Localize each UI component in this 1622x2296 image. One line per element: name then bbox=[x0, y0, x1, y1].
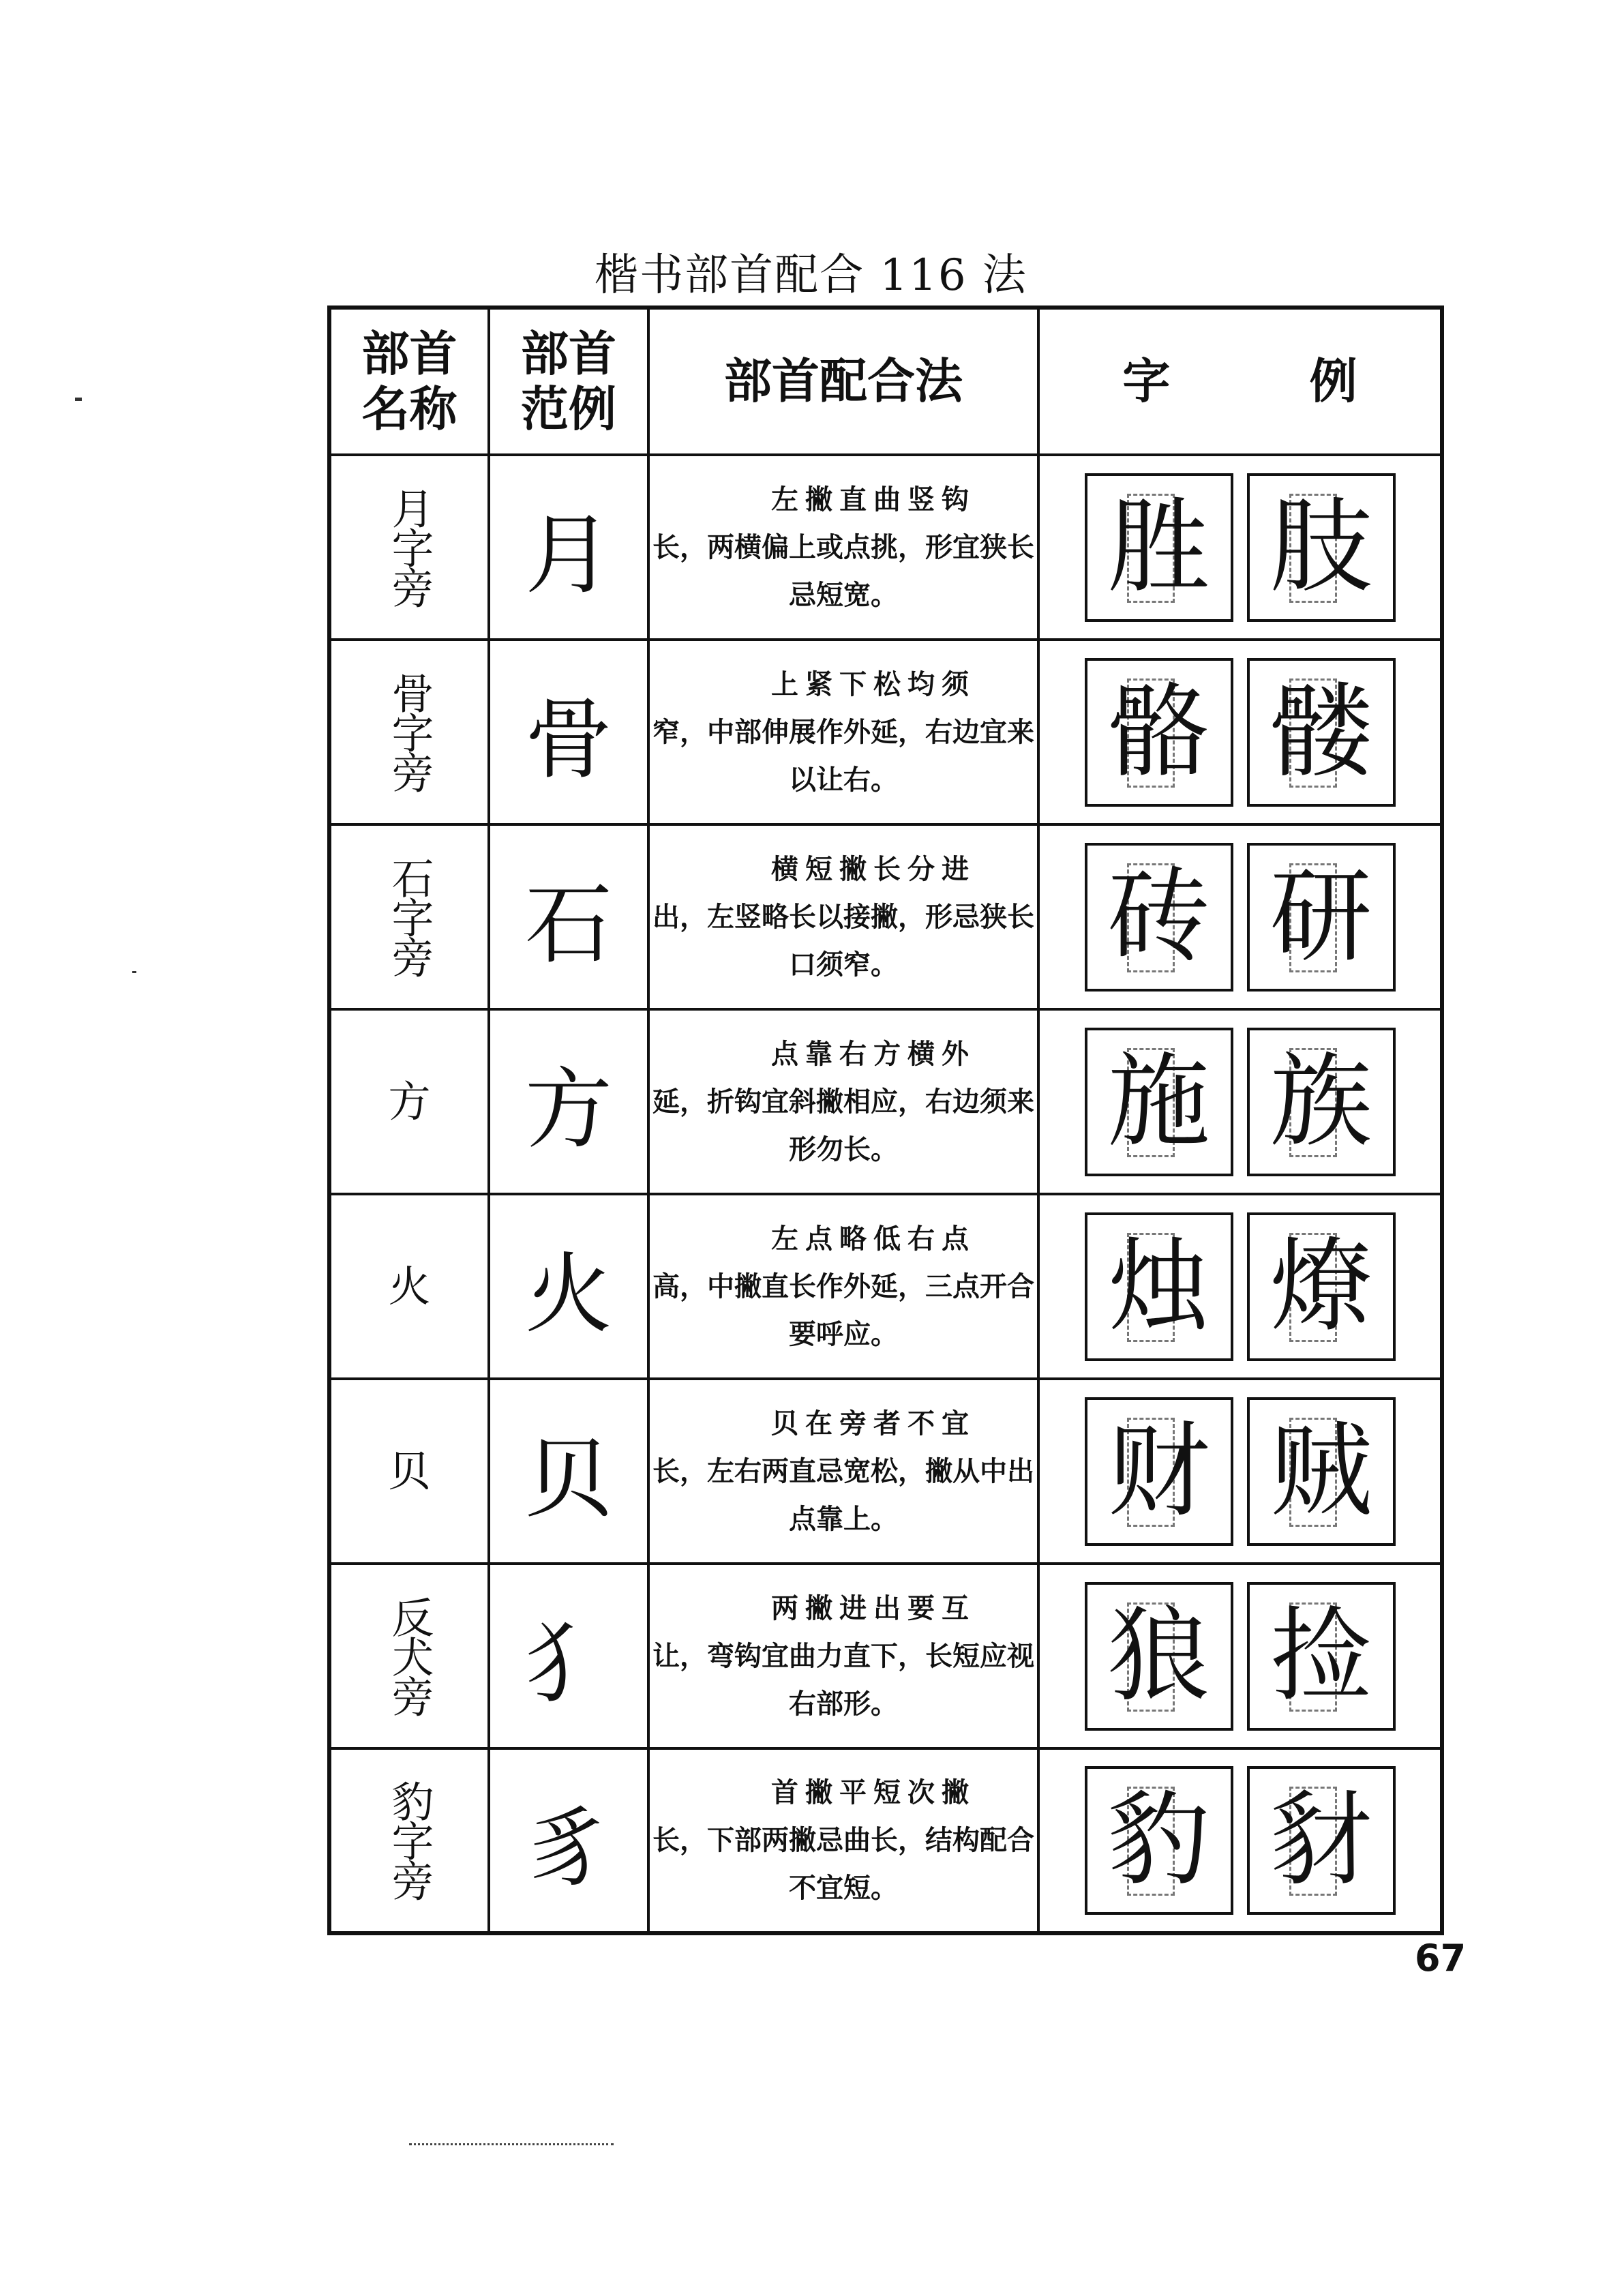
radical-example-cell bbox=[489, 824, 648, 1009]
method-cell bbox=[648, 824, 1038, 1009]
radical-name: 石字旁 bbox=[385, 856, 435, 975]
example-char-box bbox=[1247, 1766, 1396, 1915]
radical-name-cell bbox=[329, 1748, 489, 1933]
table-row bbox=[329, 1748, 1442, 1933]
radical-name: 反犬旁 bbox=[385, 1595, 435, 1714]
char-examples-cell bbox=[1038, 1194, 1442, 1379]
radical-name-cell bbox=[329, 1009, 489, 1194]
char-examples-cell bbox=[1038, 824, 1442, 1009]
example-char-box bbox=[1085, 1397, 1233, 1546]
radical-name: 火 bbox=[388, 1261, 431, 1311]
example-char-box bbox=[1247, 1028, 1396, 1176]
table-row bbox=[329, 1194, 1442, 1379]
method-first-line: 左撇直曲竖钩 bbox=[771, 483, 976, 516]
example-char-box bbox=[1247, 1397, 1396, 1546]
char-examples-cell bbox=[1038, 455, 1442, 640]
radical-example-cell bbox=[489, 1379, 648, 1564]
method-first-line: 贝在旁者不宜 bbox=[771, 1407, 976, 1440]
scan-speck bbox=[132, 971, 136, 973]
header-method: 部首配合法 bbox=[648, 308, 1038, 455]
radical-example: 月 bbox=[524, 504, 612, 606]
radical-example-cell bbox=[489, 1009, 648, 1194]
example-char-box bbox=[1085, 1212, 1233, 1361]
radical-example-cell bbox=[489, 1194, 648, 1379]
example-char: 狼 bbox=[1107, 1596, 1210, 1716]
example-char-box bbox=[1247, 658, 1396, 807]
char-examples-cell bbox=[1038, 1748, 1442, 1933]
table-row bbox=[329, 1009, 1442, 1194]
header-radical-name: 部首名称 bbox=[329, 308, 489, 455]
example-char-box bbox=[1247, 843, 1396, 992]
radical-example: 贝 bbox=[524, 1428, 612, 1530]
example-char: 研 bbox=[1270, 857, 1372, 976]
radical-name-cell bbox=[329, 1379, 489, 1564]
method-first-line: 首撇平短次撇 bbox=[771, 1776, 976, 1808]
radical-example: 犭 bbox=[524, 1613, 612, 1715]
method-cell bbox=[648, 1564, 1038, 1748]
char-examples-cell bbox=[1038, 640, 1442, 824]
method-text: 长，左右两直忌宽松，撇从中出点靠上。 bbox=[652, 1455, 1034, 1535]
example-char: 髅 bbox=[1270, 672, 1372, 792]
method-cell bbox=[648, 1748, 1038, 1933]
radical-example-cell bbox=[489, 640, 648, 824]
example-char: 砖 bbox=[1107, 857, 1210, 976]
method-text: 长，下部两撇忌曲长，结构配合不宜短。 bbox=[652, 1824, 1034, 1904]
example-char-box bbox=[1085, 843, 1233, 992]
method-cell bbox=[648, 1379, 1038, 1564]
example-char: 肢 bbox=[1270, 488, 1372, 607]
example-char: 贼 bbox=[1270, 1412, 1372, 1531]
char-examples-cell bbox=[1038, 1564, 1442, 1748]
table-row bbox=[329, 1564, 1442, 1748]
method-first-line: 上紧下松均须 bbox=[771, 668, 976, 700]
table-row bbox=[329, 824, 1442, 1009]
radical-name: 方 bbox=[388, 1076, 431, 1127]
table-row bbox=[329, 640, 1442, 824]
example-char-box bbox=[1085, 1582, 1233, 1731]
example-char: 豹 bbox=[1107, 1781, 1210, 1900]
char-examples-cell bbox=[1038, 1009, 1442, 1194]
radical-name-cell bbox=[329, 640, 489, 824]
radical-example: 骨 bbox=[524, 689, 612, 791]
example-char: 胜 bbox=[1107, 488, 1210, 607]
radical-table bbox=[327, 305, 1444, 1935]
example-char: 燎 bbox=[1270, 1227, 1372, 1346]
radical-name-cell bbox=[329, 1564, 489, 1748]
example-char-box bbox=[1247, 1582, 1396, 1731]
example-char: 族 bbox=[1270, 1042, 1372, 1161]
method-text: 长，两横偏上或点挑，形宜狭长忌短宽。 bbox=[652, 531, 1034, 611]
page-title: 楷书部首配合 116 法 bbox=[595, 250, 1027, 301]
example-char-box bbox=[1085, 1766, 1233, 1915]
method-first-line: 左点略低右点 bbox=[771, 1222, 976, 1255]
radical-name-cell bbox=[329, 824, 489, 1009]
method-text: 延，折钩宜斜撇相应，右边须来形勿长。 bbox=[652, 1085, 1034, 1165]
char-examples-cell bbox=[1038, 1379, 1442, 1564]
footer-rule bbox=[409, 2143, 614, 2145]
example-char-box bbox=[1247, 1212, 1396, 1361]
method-text: 出，左竖略长以接撇，形忌狭长口须窄。 bbox=[652, 900, 1034, 981]
method-cell bbox=[648, 1009, 1038, 1194]
radical-name: 月字旁 bbox=[385, 486, 435, 606]
example-char-box bbox=[1085, 1028, 1233, 1176]
radical-name: 豹字旁 bbox=[385, 1780, 435, 1898]
header-radical-example: 部首范例 bbox=[489, 308, 648, 455]
radical-example-cell bbox=[489, 455, 648, 640]
radical-example-cell bbox=[489, 1748, 648, 1933]
radical-example-cell bbox=[489, 1564, 648, 1748]
radical-name: 贝 bbox=[388, 1446, 431, 1496]
example-char-box bbox=[1085, 658, 1233, 807]
method-text: 高，中撇直长作外延，三点开合要呼应。 bbox=[652, 1270, 1034, 1350]
example-char-box bbox=[1247, 473, 1396, 622]
example-char: 捡 bbox=[1270, 1596, 1372, 1716]
radical-example: 方 bbox=[524, 1058, 612, 1161]
example-char-box bbox=[1085, 473, 1233, 622]
radical-example: 石 bbox=[524, 874, 612, 976]
method-text: 窄，中部伸展作外延，右边宜来以让右。 bbox=[652, 715, 1034, 796]
table-row bbox=[329, 1379, 1442, 1564]
method-first-line: 两撇进出要互 bbox=[771, 1592, 976, 1624]
example-char: 豺 bbox=[1270, 1781, 1372, 1900]
method-first-line: 横短撇长分进 bbox=[771, 852, 976, 885]
method-cell bbox=[648, 455, 1038, 640]
header-char-examples: 字 例 bbox=[1038, 308, 1442, 455]
example-char: 烛 bbox=[1107, 1227, 1210, 1346]
example-char: 施 bbox=[1107, 1042, 1210, 1161]
radical-name-cell bbox=[329, 455, 489, 640]
example-char: 财 bbox=[1107, 1412, 1210, 1531]
radical-name: 骨字旁 bbox=[385, 671, 435, 790]
method-text: 让，弯钩宜曲力直下，长短应视右部形。 bbox=[652, 1639, 1034, 1720]
example-char: 骼 bbox=[1107, 672, 1210, 792]
method-cell bbox=[648, 640, 1038, 824]
page-number: 67 bbox=[1415, 1937, 1467, 1980]
header-row bbox=[329, 308, 1442, 455]
radical-example: 火 bbox=[524, 1243, 612, 1345]
method-first-line: 点靠右方横外 bbox=[771, 1037, 976, 1070]
table-row bbox=[329, 455, 1442, 640]
radical-name-cell bbox=[329, 1194, 489, 1379]
radical-example: 豸 bbox=[524, 1798, 612, 1899]
method-cell bbox=[648, 1194, 1038, 1379]
scan-speck bbox=[75, 398, 82, 401]
